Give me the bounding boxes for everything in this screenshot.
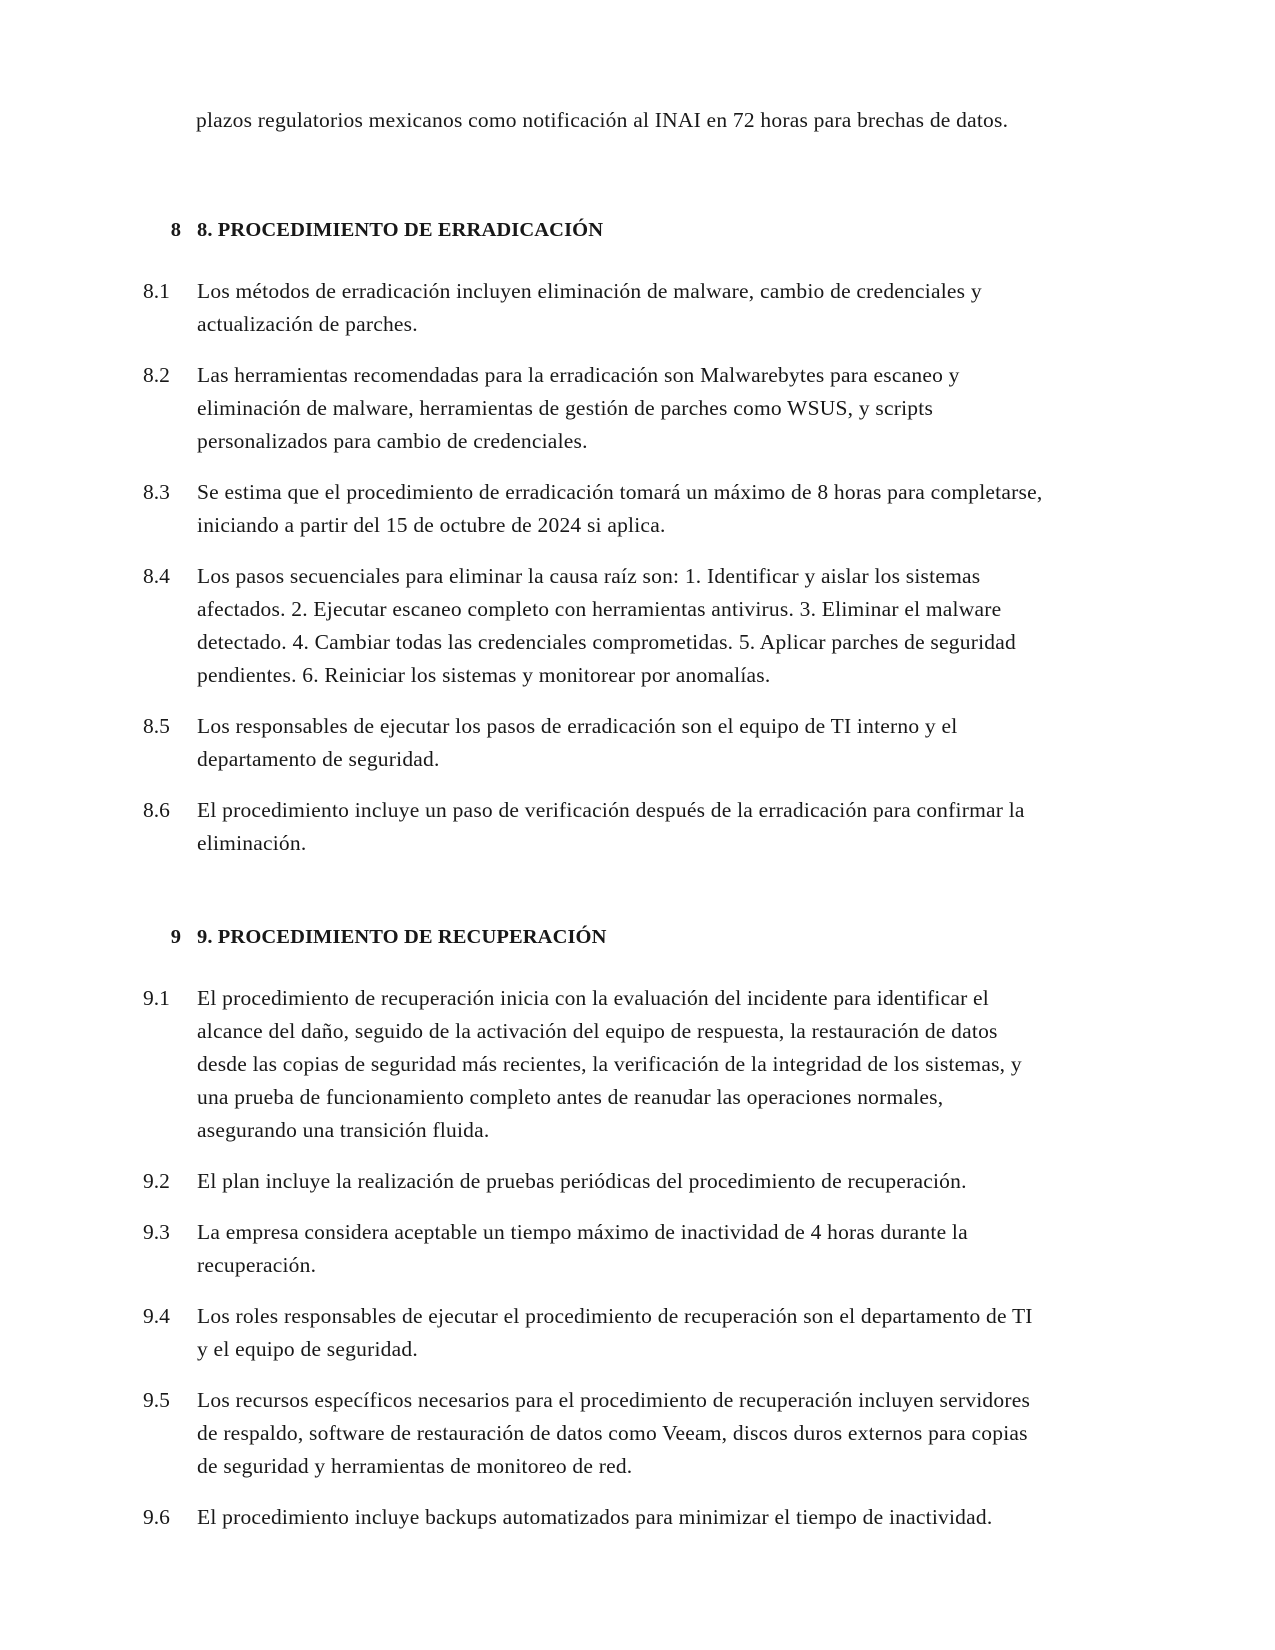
clause-8-1	[143, 275, 1048, 341]
clause-number: 8.5	[143, 714, 170, 738]
clause-9-6	[143, 1501, 1048, 1534]
section-title: 9. PROCEDIMIENTO DE RECUPERACIÓN	[197, 926, 607, 948]
clause-number: 9.3	[143, 1220, 170, 1244]
spacer	[143, 860, 1048, 922]
spacer	[143, 776, 1048, 794]
document-body	[143, 104, 1048, 1534]
section-number: 9	[170, 926, 181, 948]
spacer	[143, 1147, 1048, 1165]
spacer	[143, 1366, 1048, 1384]
clause-9-4	[143, 1300, 1048, 1366]
clause-number: 8.4	[143, 564, 170, 588]
spacer	[143, 458, 1048, 476]
clause-text: Los métodos de erradicación incluyen eliminación de malware, cambio de credenciales y actualización de parches.	[197, 279, 982, 336]
clause-text: Se estima que el procedimiento de erradicación tomará un máximo de 8 horas para completarse, iniciando a partir del 15 de octubre de 2024 si aplica.	[197, 480, 1043, 537]
spacer	[143, 137, 1048, 215]
continuation-paragraph: plazos regulatorios mexicanos como notificación al INAI en 72 horas para brechas de datos.	[196, 108, 1009, 132]
clause-9-1	[143, 982, 1048, 1147]
spacer	[143, 245, 1048, 275]
clause-text: El plan incluye la realización de pruebas periódicas del procedimiento de recuperación.	[197, 1169, 967, 1193]
clause-number: 9.4	[143, 1304, 170, 1328]
section-heading-8	[143, 215, 1048, 245]
clause-9-3	[143, 1216, 1048, 1282]
spacer	[143, 1282, 1048, 1300]
clause-8-2	[143, 359, 1048, 458]
clause-text: Las herramientas recomendadas para la erradicación son Malwarebytes para escaneo y eliminación de malware, herramientas de gestión de parches como WSUS, y scripts personalizados para cambio de credenciales.	[197, 363, 960, 453]
section-number: 8	[170, 219, 181, 241]
spacer	[143, 952, 1048, 982]
clause-number: 8.2	[143, 363, 170, 387]
clause-number: 8.1	[143, 279, 170, 303]
clause-text: El procedimiento incluye backups automatizados para minimizar el tiempo de inactividad.	[197, 1505, 993, 1529]
clause-9-2	[143, 1165, 1048, 1198]
clause-8-5	[143, 710, 1048, 776]
clause-text: Los pasos secuenciales para eliminar la causa raíz son: 1. Identificar y aislar los sistemas afectados. 2. Ejecutar escaneo completo con herramientas antivirus. 3. Eliminar el malware detectado. 4. Cambiar todas las credenciales comprometidas. 5. Aplicar parches de seguridad pendientes. 6. Reiniciar los sistemas y monitorear por anomalías.	[197, 564, 1016, 687]
clause-8-3	[143, 476, 1048, 542]
clause-text: El procedimiento incluye un paso de verificación después de la erradicación para confirmar la eliminación.	[197, 798, 1025, 855]
clause-text: Los recursos específicos necesarios para el procedimiento de recuperación incluyen servidores de respaldo, software de restauración de datos como Veeam, discos duros externos para copias de seguridad y herramientas de monitoreo de red.	[197, 1388, 1031, 1478]
spacer	[143, 692, 1048, 710]
spacer	[143, 341, 1048, 359]
section-title: 8. PROCEDIMIENTO DE ERRADICACIÓN	[197, 219, 604, 241]
clause-text: La empresa considera aceptable un tiempo máximo de inactividad de 4 horas durante la recuperación.	[197, 1220, 968, 1277]
spacer	[143, 542, 1048, 560]
spacer	[143, 1483, 1048, 1501]
section-heading-9	[143, 922, 1048, 952]
clause-text: El procedimiento de recuperación inicia con la evaluación del incidente para identificar el alcance del daño, seguido de la activación del equipo de respuesta, la restauración de datos desde las copias de seguridad más recientes, la verificación de la integridad de los sistemas, y una prueba de funcionamiento completo antes de reanudar las operaciones normales, asegurando una transición fluida.	[197, 986, 1022, 1142]
clause-text: Los responsables de ejecutar los pasos de erradicación son el equipo de TI interno y el departamento de seguridad.	[197, 714, 958, 771]
clause-number: 9.5	[143, 1388, 170, 1412]
clause-8-6	[143, 794, 1048, 860]
clause-number: 9.1	[143, 986, 170, 1010]
clause-9-5	[143, 1384, 1048, 1483]
spacer	[143, 1198, 1048, 1216]
clause-number: 8.3	[143, 480, 170, 504]
clause-number: 9.2	[143, 1169, 170, 1193]
clause-text: Los roles responsables de ejecutar el procedimiento de recuperación son el departamento de TI y el equipo de seguridad.	[197, 1304, 1033, 1361]
clause-number: 8.6	[143, 798, 170, 822]
clause-8-4	[143, 560, 1048, 692]
clause-number: 9.6	[143, 1505, 170, 1529]
